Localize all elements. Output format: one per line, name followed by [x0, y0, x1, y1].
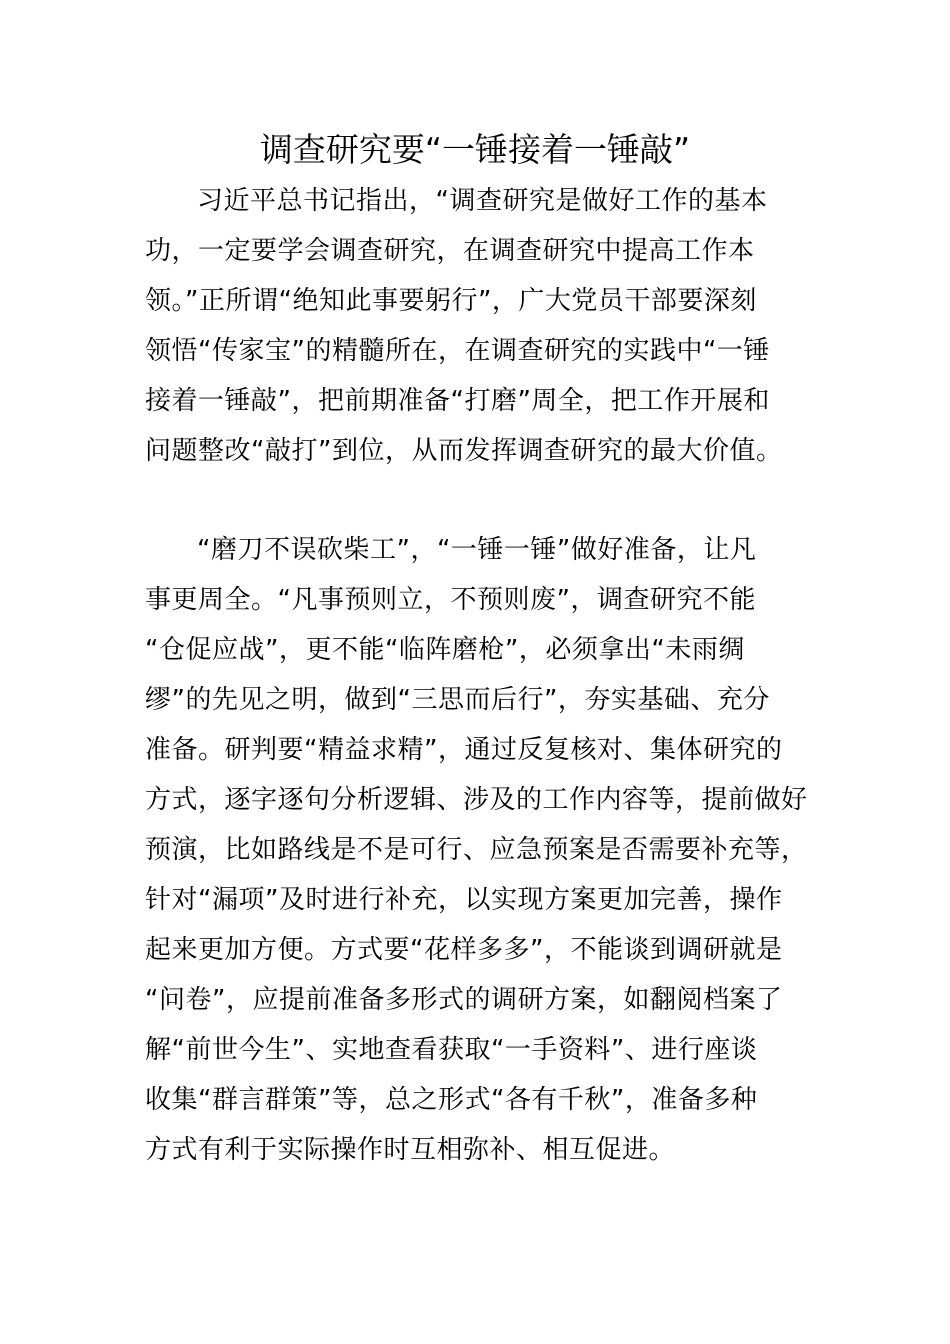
text-line: 起来更加方便。方式要“花样多多”，不能谈到调研就是 — [145, 935, 783, 965]
text-line: 领。”正所谓“绝知此事要躬行”，广大党员干部要深刻 — [145, 286, 757, 316]
text-line: 解“前世今生”、实地查看获取“一手资料”、进行座谈 — [145, 1035, 758, 1065]
text-line: 功，一定要学会调查研究，在调查研究中提高工作本 — [145, 236, 755, 266]
text-line: 问题整改“敲打”到位，从而发挥调查研究的最大价值。 — [145, 436, 783, 466]
paragraph-1 — [145, 176, 815, 476]
document-title: 调查研究要“一锤接着一锤敲” — [259, 130, 691, 169]
text-line: “磨刀不误砍柴工”，“一锤一锤”做好准备，让凡 — [197, 535, 757, 565]
text-line: 事更周全。“凡事预则立，不预则废”，调查研究不能 — [145, 585, 756, 615]
text-line: “仓促应战”，更不能“临阵磨枪”，必须拿出“未雨绸 — [145, 635, 745, 665]
text-line: 习近平总书记指出，“调查研究是做好工作的基本 — [197, 186, 768, 216]
paragraph-2 — [145, 525, 815, 1175]
text-line: 准备。研判要“精益求精”，通过反复核对、集体研究的 — [145, 735, 783, 765]
text-line: “问卷”，应提前准备多形式的调研方案，如翻阅档案了 — [145, 985, 783, 1015]
text-line: 领悟“传家宝”的精髓所在，在调查研究的实践中“一锤 — [145, 336, 770, 366]
text-line: 方式有利于实际操作时互相弥补、相互促进。 — [145, 1135, 676, 1165]
text-line: 预演，比如路线是不是可行、应急预案是否需要补充等， — [145, 835, 808, 865]
text-line: 收集“群言群策”等，总之形式“各有千秋”，准备多种 — [145, 1085, 758, 1115]
text-line: 针对“漏项”及时进行补充，以实现方案更加完善，操作 — [145, 885, 783, 915]
text-line: 方式，逐字逐句分析逻辑、涉及的工作内容等，提前做好 — [145, 785, 808, 815]
text-line: 接着一锤敲”，把前期准备“打磨”周全，把工作开展和 — [145, 386, 770, 416]
text-line: 缪”的先见之明，做到“三思而后行”，夯实基础、充分 — [145, 685, 770, 715]
